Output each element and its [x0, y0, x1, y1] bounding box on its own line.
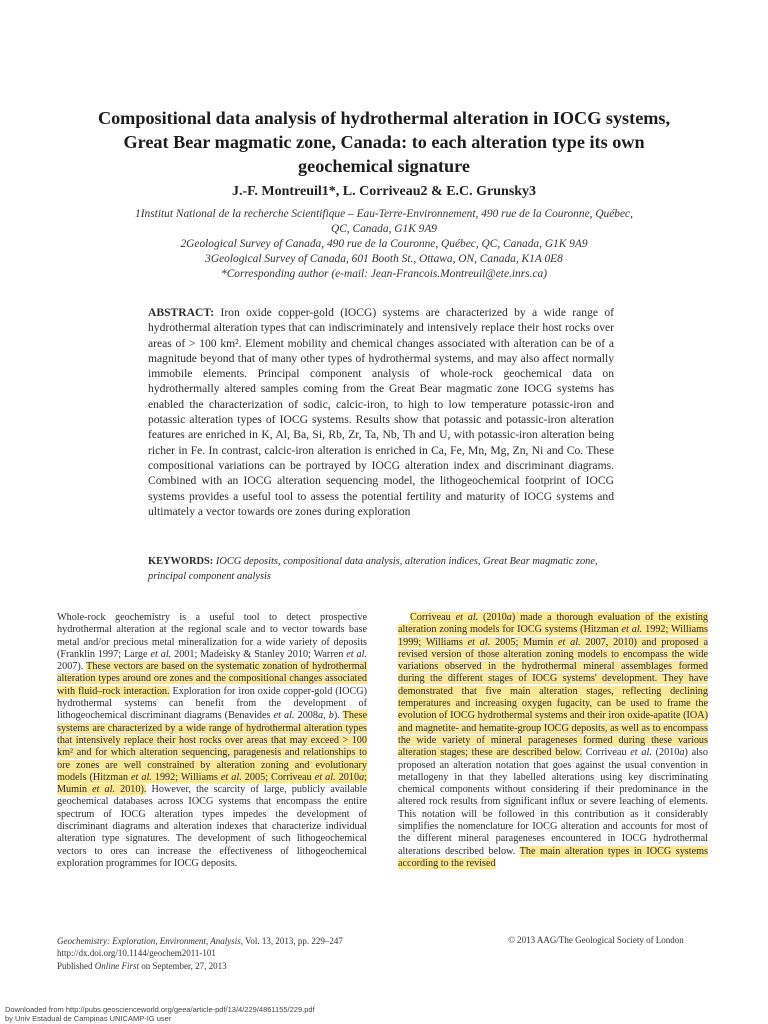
- body-text: ).: [333, 710, 343, 722]
- published-pre: Published: [57, 960, 95, 971]
- body-text: 2001; Madeisky & Stanley 2010; Warren: [171, 648, 347, 660]
- keywords-text: IOCG deposits, compositional data analysis, alteration indices, Great Bear magmatic zone, principal component analysis: [148, 556, 598, 582]
- highlighted-text: ; Mumin: [57, 771, 367, 796]
- title-line-2: Great Bear magmatic zone, Canada: to each alteration type its own: [123, 132, 645, 152]
- journal-footer: [57, 935, 343, 972]
- body-text: et al.: [630, 747, 652, 759]
- title-line-3: geochemical signature: [298, 156, 470, 176]
- affiliation-1-line-2: QC, Canada, G1K 9A9: [330, 223, 437, 235]
- download-user: by Univ Estadual de Campinas UNICAMP-IG user: [5, 1014, 172, 1023]
- highlighted-text: a: [359, 771, 365, 783]
- highlighted-text: et al.: [92, 784, 116, 796]
- body-text: et al.: [273, 710, 295, 722]
- body-text: ) also proposed an alteration notation that goes against the usual convention in metallogeny in that they labelled alterations using key discriminating chemical components without considering if their predominance in the altered rock results from significant influx or severe leaching of elements. This notation will be followed in this contribution as it considerably simplifies the nomenclature for IOCG alteration and accounts for most of the different mineral parageneses encountered in IOCG hydrothermal alterations described below.: [398, 747, 708, 857]
- keywords-label: KEYWORDS:: [148, 556, 214, 567]
- abstract: [148, 305, 614, 519]
- body-text: b: [328, 710, 334, 722]
- body-column-right: [398, 612, 708, 870]
- body-text: However, the scarcity of large, publicly available geochemical databases across IOCG systems that encompass the entire spectrum of IOCG alteration types impedes the development of discriminant diagrams and alteration indexes that characterize individual alteration type signatures. The development of such lithogeochemical vectors to ores can increase the effectiveness of lithogeochemical exploration programmes for IOCG deposits.: [57, 784, 367, 869]
- body-text: Exploration for iron oxide copper-gold (IOCG) hydrothermal systems can benefit from the development of lithogeochemical discriminant diagrams (Benavides: [57, 685, 367, 722]
- highlighted-text: 2007, 2010) and proposed a revised version of those alteration zoning models to encompass the wide variations observed in the hydrothermal mineral assemblages formed during the different stages of IOCG systems' development. They have demonstrated that five main alteration stages, reflecting declining temperatures and increasing oxygen fugacity, can be used to frame the evolution of IOCG hydrothermal systems and their iron oxide-apatite (IOA) and magnetite- and hematite-group IOCG deposits, as well as to encompass the wide variety of mineral parageneses formed during these various alteration stages; these are described below.: [398, 636, 708, 759]
- download-stamp: [5, 1005, 315, 1023]
- affiliation-1-line-1: 1Institut National de la recherche Scientifique – Eau-Terre-Environnement, 490 rue de la Couronne, Québec,: [135, 208, 633, 220]
- highlighted-text: (2010: [478, 612, 507, 623]
- body-text: Corriveau: [582, 747, 631, 759]
- authors: J.-F. Montreuil1*, L. Corriveau2 & E.C. Grunsky3: [231, 184, 537, 199]
- highlighted-text: et al.: [467, 636, 491, 648]
- highlighted-text: The main alteration types in IOCG systems according to the revised: [398, 845, 708, 869]
- body-text: a: [318, 710, 324, 722]
- abstract-text: Iron oxide copper-gold (IOCG) systems are characterized by a wide range of hydrothermal alteration types that can indiscriminately and intensively replace their host rocks over areas of > 100 km². Element mobility and chemical changes associated with alteration can be of a magnitude beyond that of many other types of hydrothermal systems, and may also affect normally immobile elements. Principal component analysis of whole-rock geochemical data on hydrothermally altered samples coming from the Great Bear magmatic zone IOCG systems has enabled the characterization of sodic, calcic-iron, to high to low temperature potassic-iron and potassic alteration types of IOCG systems. Results show that potassic and potassic-iron alteration features are enriched in K, Al, Ba, Si, Rb, Zr, Ta, Nb, Th and U, with potassic-iron alteration being richer in Fe. In contrast, calcic-iron alteration is enriched in Ca, Fe, Mn, Mg, Zn, Ni and Co. These compositional variations can be portrayed by IOCG alteration index and discriminant diagrams. Combined with an IOCG alteration sequencing model, the lithogeochemical footprint of IOCG systems provides a useful tool to assess the potential fertility and maturity of IOCG systems and ultimately a vector towards ore zones during exploration: [148, 306, 614, 518]
- highlighted-text: ) made a thorough evaluation of the existing alteration zoning models for IOCG systems (Hitzman: [398, 612, 708, 636]
- journal-name: Geochemistry: Exploration, Environment, Analysis: [57, 936, 241, 946]
- published-online-first: Online First: [94, 960, 140, 971]
- body-text: ,: [323, 710, 329, 722]
- journal-volume: , Vol. 13, 2013, pp. 229–247: [240, 936, 343, 946]
- highlighted-text: et al.: [557, 636, 581, 648]
- body-text: a: [679, 747, 685, 759]
- body-text: 2007).: [57, 661, 87, 673]
- body-text: 2008: [294, 710, 318, 722]
- affiliation-1: [40, 207, 728, 237]
- highlighted-text: et al.: [130, 771, 152, 783]
- highlighted-text: 1992; Williams 1999; Williams: [398, 624, 708, 648]
- abstract-label: ABSTRACT:: [148, 306, 215, 319]
- highlighted-text: 2005; Mumin: [490, 636, 558, 648]
- highlighted-text: 2010: [335, 771, 360, 783]
- doi-link[interactable]: http://dx.doi.org/10.1144/geochem2011-101: [57, 948, 216, 959]
- highlighted-text: a: [506, 612, 512, 623]
- affiliation-2: 2Geological Survey of Canada, 490 rue de la Couronne, Québec, QC, Canada, G1K 9A9: [180, 238, 588, 250]
- affiliation-3: 3Geological Survey of Canada, 601 Booth St., Ottawa, ON, Canada, K1A 0E8: [205, 253, 563, 265]
- body-text: et al.: [346, 648, 367, 660]
- copyright: © 2013 AAG/The Geological Society of London: [508, 935, 684, 945]
- highlighted-text: 2010).: [115, 784, 147, 796]
- published-date: on September, 27, 2013: [139, 960, 227, 971]
- highlighted-text: Corriveau: [410, 612, 456, 623]
- highlighted-text: et al.: [621, 624, 643, 636]
- corresponding-author: *Corresponding author (e-mail: Jean-Francois.Montreuil@ete.inrs.ca): [221, 268, 547, 280]
- body-column-left: [57, 612, 367, 870]
- highlighted-text: 2005; Corriveau: [241, 771, 315, 783]
- highlighted-text: et al.: [314, 771, 336, 783]
- highlighted-text: These systems are characterized by a wide range of hydrothermal alteration types that intensively replace their host rocks over areas that may exceed > 100 km² and for which alteration sequencing, paragenesis and relationships to ore zones are well constrained by alteration zoning and evolutionary models (Hitzman: [57, 710, 367, 783]
- highlighted-text: et al.: [220, 771, 242, 783]
- body-text: Whole-rock geochemistry is a useful tool to detect prospective hydrothermal alteration at the regional scale and to vector towards base metal and/or precious metal mineralization for a wide variety of deposits (Franklin 1997; Large: [57, 612, 367, 660]
- highlighted-text: 1992; Williams: [151, 771, 221, 783]
- highlighted-text: et al.: [455, 612, 479, 623]
- body-text: (2010: [651, 747, 680, 759]
- download-url[interactable]: Downloaded from http://pubs.geoscienceworld.org/geea/article-pdf/13/4/229/4861155/229.pdf: [5, 1005, 315, 1014]
- keywords: [148, 554, 614, 584]
- title-line-1: Compositional data analysis of hydrothermal alteration in IOCG systems,: [97, 108, 671, 128]
- body-text: et al.: [150, 648, 172, 660]
- highlighted-text: These vectors are based on the systematic zonation of hydrothermal alteration types around ore zones and the compositional changes associated with fluid–rock interaction.: [57, 661, 367, 697]
- paper-title: [40, 106, 728, 178]
